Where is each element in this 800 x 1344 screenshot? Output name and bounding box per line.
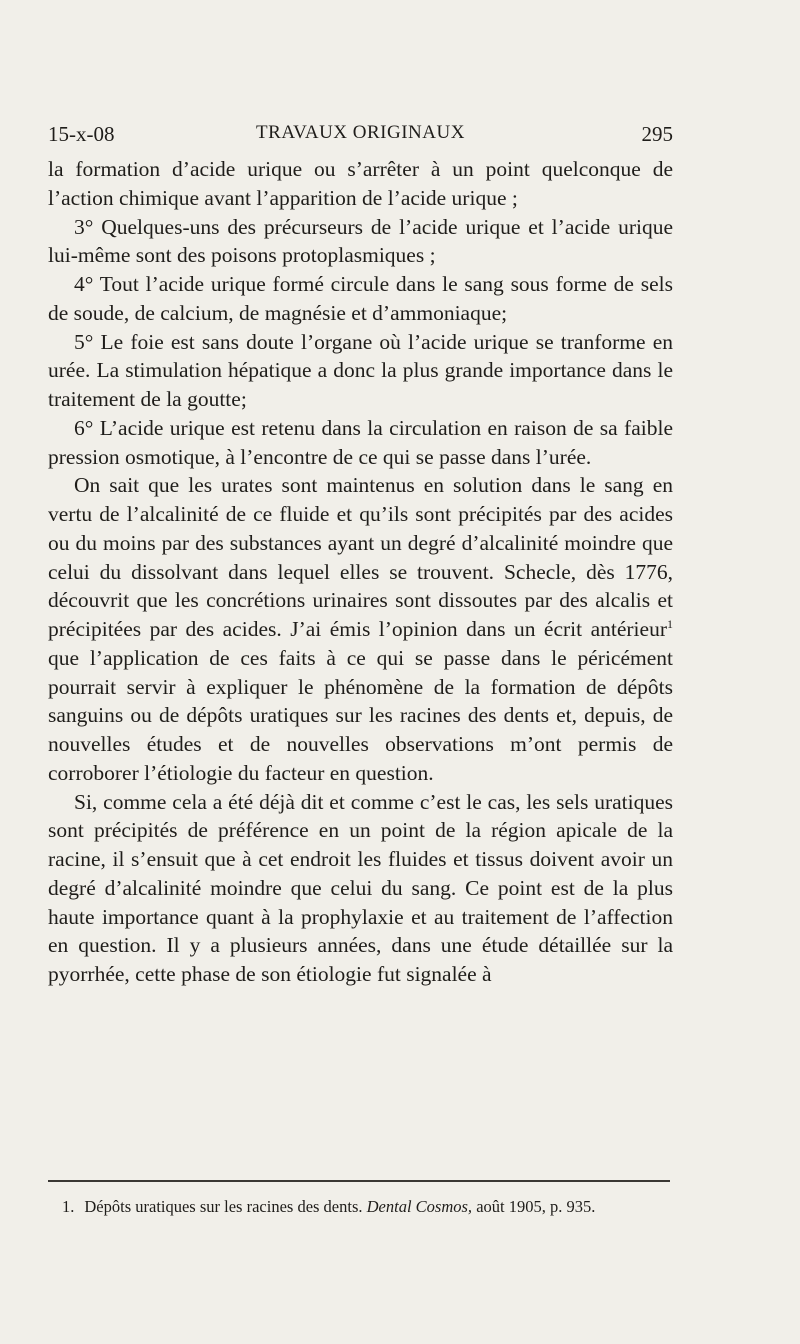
footnote-citation: août 1905, p. 935.	[476, 1197, 596, 1216]
paragraph: 4° Tout l’acide urique formé circule dans le sang sous forme de sels de soude, de calcium, de magnésie et d’ammoniaque;	[48, 272, 673, 325]
running-header	[48, 122, 673, 152]
footnote-journal: Dental Cosmos,	[366, 1197, 473, 1216]
paragraph-text: On sait que les urates sont maintenus en solution dans le sang en vertu de l’alcalinité de ce fluide et qu’ils sont précipités par des acides ou du moins par des substances ayant un degré d’alcalinité moindre que celui du dissolvant dans lequel elles se trouvent. Schecle, dès 1776, découvrit que les concrétions urinaires sont dissoutes par des alcalis et précipitées par des acides. J’ai émis l’opinion dans un écrit antérieur	[48, 473, 673, 641]
body-text	[48, 155, 673, 989]
paragraph: Si, comme cela a été déjà dit et comme c’est le cas, les sels uratiques sont précipités de préférence en un point de la région apicale de la racine, il s’ensuit que à cet endroit les fluides et tissus doivent avoir un degré d’alcalinité moindre que celui du sang. Ce point est de la plus haute importance quant à la prophylaxie et au traitement de l’affection en question. Il y a plusieurs années, dans une étude détaillée sur la pyorrhée, cette phase de son étiologie fut signalée à	[48, 789, 673, 986]
paragraph	[48, 471, 673, 787]
page-number: 295	[641, 122, 673, 146]
paragraph: 5° Le foie est sans doute l’organe où l’acide urique se tranforme en urée. La stimulation hépatique a donc la plus grande importance dans le traitement de la goutte;	[48, 329, 673, 411]
footnote	[62, 1197, 682, 1217]
footnote-number: 1.	[62, 1197, 75, 1216]
footnote-divider	[48, 1180, 670, 1182]
header-title: TRAVAUX ORIGINAUX	[256, 122, 465, 143]
footnote-text: Dépôts uratiques sur les racines des dents.	[84, 1197, 363, 1216]
paragraph: la formation d’acide urique ou s’arrêter à un point quelconque de l’action chimique avant l’apparition de l’acide urique ;	[48, 157, 673, 210]
header-date: 15-x-08	[48, 122, 115, 146]
footnote-reference: 1	[667, 617, 673, 631]
paragraph: 6° L’acide urique est retenu dans la circulation en raison de sa faible pression osmotique, à l’encontre de ce qui se passe dans l’urée.	[48, 415, 673, 469]
paragraph-text: que l’application de ces faits à ce qui se passe dans le péricément pourrait servir à expliquer le phénomène de la formation de dépôts sanguins ou de dépôts uratiques sur les racines des dents et, depuis, de nouvelles études et de nouvelles observations m’ont permis de corroborer l’étiologie du facteur en question.	[48, 645, 673, 785]
paragraph: 3° Quelques-uns des précurseurs de l’acide urique et l’acide urique lui-même sont des poisons protoplasmiques ;	[48, 214, 673, 268]
